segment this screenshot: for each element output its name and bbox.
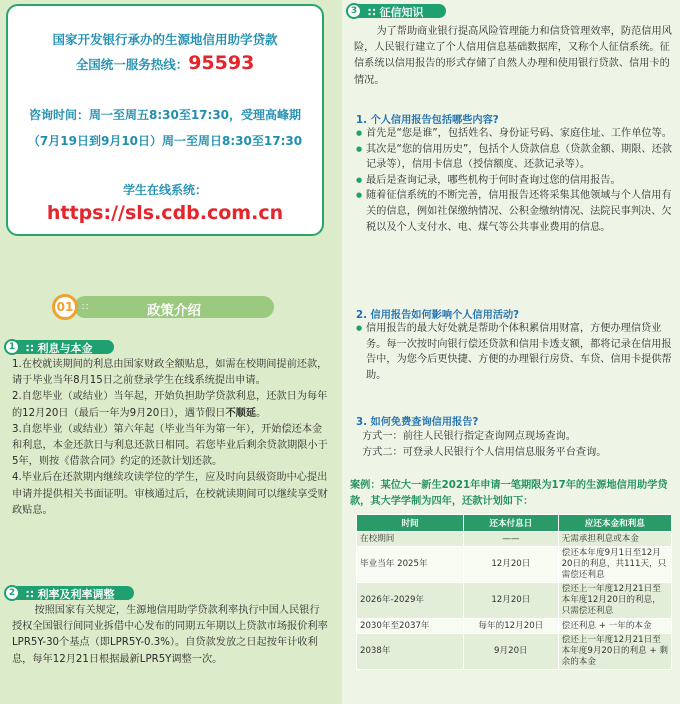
policy-number-badge: 01	[52, 294, 78, 320]
hotline-number[interactable]: 95593	[188, 52, 255, 74]
hotline-line	[8, 52, 322, 74]
interest-item-4: 4.毕业后在还款期内继续攻读学位的学生，应及时向县级资助中心提出申请并提供相关书面证明。审核通过后，在校就读期间可以继续享受财政贴息。	[12, 472, 328, 516]
section-number-badge: 3	[346, 3, 362, 19]
section-tag-credit	[346, 3, 456, 19]
repayment-table	[356, 514, 672, 670]
policy-title: 政策介绍	[147, 303, 201, 319]
list-item: ● 最后是查询记录，哪些机构于何时查询过您的信用报告。	[356, 173, 676, 189]
table-row	[357, 583, 672, 619]
system-url-link[interactable]: https://sls.cdb.com.cn	[46, 202, 284, 224]
method-2: 方式二：可登录人民银行个人信用信息服务平台查询。	[362, 447, 607, 459]
dots-icon: ∷	[26, 342, 38, 355]
table-cell: 偿还上一年度12月21日至本年度12月20日的利息，只需偿还利息	[558, 583, 671, 619]
contact-card	[6, 4, 324, 236]
table-cell: 毕业当年 2025年	[357, 547, 464, 583]
interest-item-1: 1.在校就读期间的利息由国家财政全额贴息，如需在校期间提前还款，请于毕业当年8月15日之前登录学生在线系统提出申请。	[12, 359, 328, 387]
table-cell: 每年的12月20日	[464, 619, 559, 634]
dots-icon: ∷	[368, 6, 380, 19]
table-header: 应还本金和利息	[558, 515, 671, 532]
section-tag-rate	[4, 585, 134, 601]
credit-intro: 为了帮助商业银行提高风险管理能力和信贷管理效率，防范信用风险，人民银行建立了个人信用信息基础数据库，又称个人征信系统。征信系统以信用报告的形式存储了自然人办理和使用银行贷款、信用卡的情况。	[354, 26, 672, 86]
table-cell: ——	[464, 532, 559, 547]
case-description: 案例：某位大一新生2021年申请一笔期限为17年的生源地信用助学贷款，其大学学制为四年，还款计划如下：	[350, 480, 668, 507]
question-2: 2. 信用报告如何影响个人信用活动?	[356, 310, 520, 321]
table-cell: 2030年至2037年	[357, 619, 464, 634]
table-cell: 偿还利息 + 一年的本金	[558, 619, 671, 634]
table-cell: 在校期间	[357, 532, 464, 547]
table-header: 时间	[357, 515, 464, 532]
section-title: ∷ 利率及利率调整	[26, 588, 115, 601]
method-1: 方式一：前往人民银行指定查询网点现场查询。	[362, 431, 576, 442]
rate-paragraph: 按照国家有关规定，生源地信用助学贷款利率执行中国人民银行授权全国银行间同业拆借中心发布的同期五年期以上贷款市场报价利率LPR5Y-30个基点（即LPR5Y-0.3%）。自贷款发放之日起按年计收利息，每年12月21日根据最新LPR5Y调整一次。	[12, 605, 328, 665]
question-3: 3. 如何免费查询信用报告?	[356, 417, 479, 428]
table-row	[357, 547, 672, 583]
section-title: ∷ 征信知识	[368, 6, 424, 19]
table-cell: 2026年-2029年	[357, 583, 464, 619]
table-cell: 12月20日	[464, 547, 559, 583]
service-hours-2: （7月19日到9月10日）周一至周日8:30至17:30	[27, 134, 303, 148]
dots-icon: ∷	[82, 302, 90, 313]
table-cell: 9月20日	[464, 634, 559, 670]
table-header: 还本付息日	[464, 515, 559, 532]
policy-header	[52, 294, 292, 320]
table-cell: 2038年	[357, 634, 464, 670]
right-column	[342, 0, 680, 704]
question-2-list	[356, 321, 676, 383]
section-title: ∷ 利息与本金	[26, 342, 93, 355]
table-cell: 无需承担利息或本金	[558, 532, 671, 547]
section-tag-interest	[4, 339, 114, 355]
card-title: 国家开发银行承办的生源地信用助学贷款	[52, 32, 278, 47]
question-1-list	[356, 126, 676, 235]
table-cell: 12月20日	[464, 583, 559, 619]
list-item: ● 信用报告的最大好处就是帮助个体积累信用财富，方便办理信贷业务。每一次按时向银行偿还贷款和信用卡透支额，都将记录在信用报告中，为您今后更快捷、方便的办理银行房贷、车贷、信用卡提供帮助。	[356, 321, 676, 383]
interest-paragraphs	[12, 357, 328, 519]
section-number-badge: 2	[4, 585, 20, 601]
section-number-badge: 1	[4, 339, 20, 355]
table-cell: 偿还上一年度12月21日至本年度9月20日的利息 + 剩余的本金	[558, 634, 671, 670]
list-item: ● 首先是“您是谁”，包括姓名、身份证号码、家庭住址、工作单位等。	[356, 126, 676, 142]
interest-item-3: 3.自您毕业（或结业）第六年起（毕业当年为第一年），开始偿还本金和利息，本金还款日与利息还款日相同。若您毕业后剩余贷款期限小于5年，则按《借款合同》约定的还款计划还款。	[12, 423, 328, 468]
table-row	[357, 634, 672, 670]
system-label: 学生在线系统：	[122, 183, 207, 197]
table-row	[357, 619, 672, 634]
question-3-methods	[362, 429, 674, 461]
hotline-label: 全国统一服务热线：	[75, 57, 189, 72]
dots-icon: ∷	[26, 588, 38, 601]
table-cell: 偿还本年度9月1日至12月20日的利息，共111天，只需偿还利息	[558, 547, 671, 583]
table-row	[357, 532, 672, 547]
interest-item-2: 2.自您毕业（或结业）当年起，开始负担助学贷款利息，还款日为每年的12月20日（最后一年为9月20日），遇节假日不顺延。	[12, 391, 328, 419]
list-item: ● 随着征信系统的不断完善，信用报告还将采集其他领域与个人信用有关的信息，例如社保缴纳情况、公积金缴纳情况、法院民事判决、欠税以及个人支付水、电、煤气等公共事业费用的信息。	[356, 188, 676, 235]
list-item: ● 其次是“您的信用历史”，包括个人贷款信息（贷款金额、期限、还款记录等），信用卡信息（授信额度、还款记录等）。	[356, 142, 676, 173]
question-1: 1. 个人信用报告包括哪些内容?	[356, 115, 499, 126]
left-column	[0, 0, 336, 704]
service-hours-1: 咨询时间：周一至周五8:30至17:30，受理高峰期	[28, 108, 302, 122]
table-header-row	[357, 515, 672, 532]
